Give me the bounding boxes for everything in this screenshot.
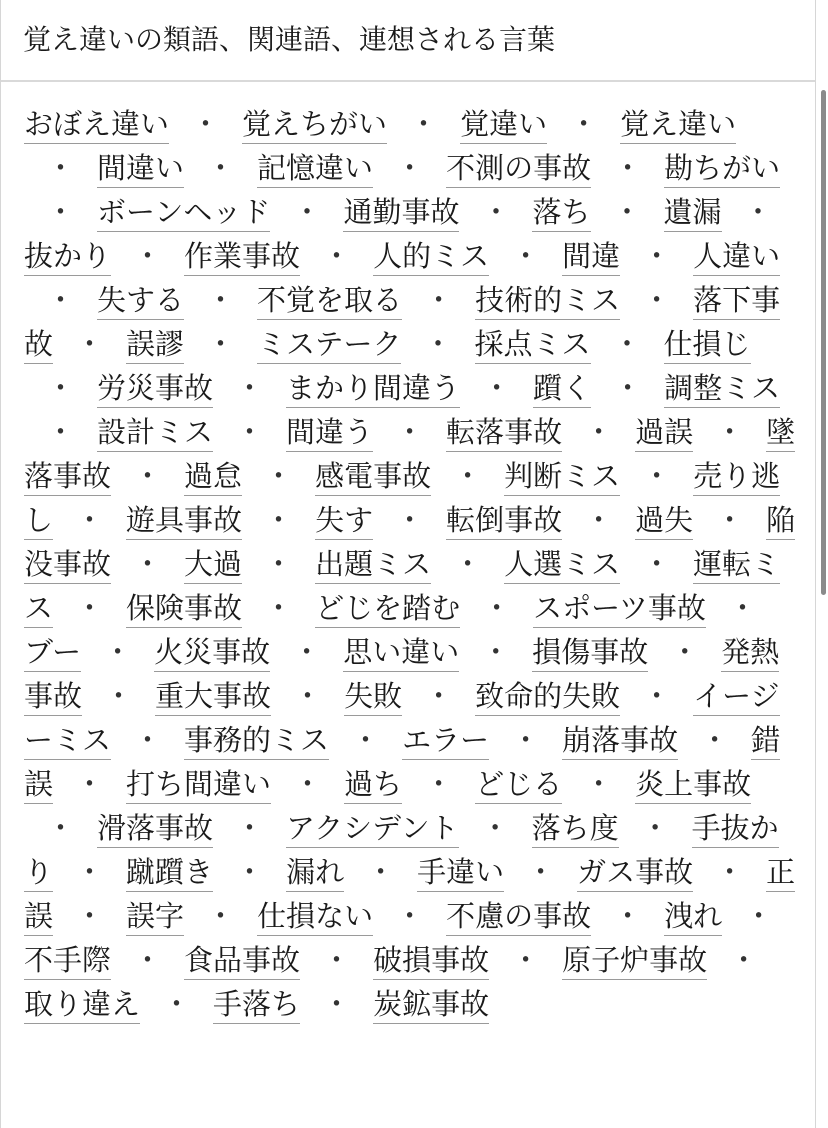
word-separator: ・ (75, 855, 105, 889)
related-word-link[interactable]: イージーミス (24, 679, 780, 760)
related-word-link[interactable]: 重大事故 (155, 679, 271, 716)
word-separator: ・ (322, 943, 352, 977)
word-separator: ・ (727, 591, 757, 625)
related-word-link[interactable]: 出題ミス (315, 547, 431, 584)
related-word-link[interactable]: 設計ミス (97, 415, 213, 452)
word-separator: ・ (743, 195, 773, 229)
word-separator: ・ (511, 239, 541, 273)
related-word-link[interactable]: 原子炉事故 (562, 943, 707, 980)
related-word-link[interactable]: 覚違い (460, 107, 547, 144)
word-separator: ・ (206, 283, 236, 317)
related-word-link[interactable]: 手抜かり (24, 811, 779, 892)
word-separator: ・ (424, 767, 454, 801)
related-word-link[interactable]: 過失 (635, 503, 693, 540)
related-word-link[interactable]: 発熱事故 (24, 635, 779, 716)
related-word-link[interactable]: 落下事故 (24, 283, 780, 364)
related-word-link[interactable]: 勘ちがい (664, 151, 780, 188)
related-word-link[interactable]: 大過 (184, 547, 242, 584)
related-word-link[interactable]: 思い違い (343, 635, 459, 672)
related-word-link[interactable]: 記憶違い (257, 151, 373, 188)
related-word-link[interactable]: 採点ミス (475, 327, 591, 364)
word-separator: ・ (351, 723, 381, 757)
word-separator: ・ (264, 459, 294, 493)
word-separator: ・ (584, 415, 614, 449)
word-separator: ・ (640, 811, 670, 845)
related-word-link[interactable]: おぼえ違い (24, 107, 169, 144)
related-word-link[interactable]: エラー (402, 723, 489, 760)
word-separator: ・ (133, 943, 163, 977)
word-separator: ・ (642, 679, 672, 713)
related-word-link[interactable]: 漏れ (286, 855, 344, 892)
related-word-link[interactable]: 損傷事故 (532, 635, 648, 672)
scrollbar[interactable] (821, 90, 826, 595)
related-word-link[interactable]: 失敗 (344, 679, 402, 716)
related-word-link[interactable]: 保険事故 (126, 591, 242, 628)
word-separator: ・ (642, 459, 672, 493)
word-separator: ・ (612, 195, 642, 229)
related-word-link[interactable]: 通勤事故 (343, 195, 459, 232)
word-separator: ・ (292, 195, 322, 229)
related-word-link[interactable]: 失する (97, 283, 184, 320)
word-separator: ・ (75, 503, 105, 537)
word-separator: ・ (104, 679, 134, 713)
related-word-link[interactable]: 正誤 (24, 855, 795, 936)
related-word-link[interactable]: 仕損じ (664, 327, 751, 364)
page-title: 覚え違いの類語、関連語、連想される言葉 (23, 23, 556, 56)
related-word-link[interactable]: 人違い (693, 239, 780, 276)
related-word-link[interactable]: ボーンヘッド (97, 195, 270, 232)
related-word-link[interactable]: 墜落事故 (24, 415, 795, 496)
related-word-link[interactable]: 労災事故 (97, 371, 213, 408)
word-separator: ・ (481, 635, 511, 669)
word-separator: ・ (75, 899, 105, 933)
related-word-link[interactable]: 蹴躓き (126, 855, 213, 892)
word-separator: ・ (46, 195, 76, 229)
related-word-link[interactable]: 抜かり (24, 239, 111, 276)
related-word-link[interactable]: 不測の事故 (446, 151, 591, 188)
word-separator: ・ (206, 899, 236, 933)
word-separator: ・ (103, 635, 133, 669)
word-separator: ・ (75, 327, 105, 361)
related-word-link[interactable]: 作業事故 (184, 239, 300, 276)
related-word-link[interactable]: 遺漏 (664, 195, 722, 232)
related-word-link[interactable]: 誤謬 (126, 327, 184, 364)
word-separator: ・ (511, 723, 541, 757)
word-separator: ・ (715, 415, 745, 449)
related-word-link[interactable]: 落ち (532, 195, 590, 232)
related-word-link[interactable]: 覚え違い (620, 107, 736, 144)
related-word-link[interactable]: どじる (475, 767, 562, 804)
word-separator: ・ (481, 195, 511, 229)
word-separator: ・ (46, 283, 76, 317)
related-word-link[interactable]: 落ち度 (532, 811, 619, 848)
related-word-link[interactable]: 火災事故 (154, 635, 270, 672)
word-separator: ・ (729, 943, 759, 977)
word-separator: ・ (235, 415, 265, 449)
related-word-link[interactable]: 売り逃し (24, 459, 780, 540)
word-separator: ・ (75, 767, 105, 801)
related-word-link[interactable]: 調整ミス (664, 371, 780, 408)
word-separator: ・ (235, 855, 265, 889)
word-separator: ・ (395, 415, 425, 449)
word-separator: ・ (264, 591, 294, 625)
related-word-link[interactable]: 打ち間違い (126, 767, 271, 804)
word-separator: ・ (133, 547, 163, 581)
related-word-link[interactable]: 人的ミス (373, 239, 489, 276)
word-separator: ・ (46, 811, 76, 845)
related-word-link[interactable]: 運転ミス (24, 547, 780, 628)
word-separator: ・ (526, 855, 556, 889)
related-word-link[interactable]: ミステーク (257, 327, 401, 364)
word-separator: ・ (424, 283, 454, 317)
related-word-link[interactable]: 技術的ミス (475, 283, 620, 320)
related-word-link[interactable]: 間違 (562, 239, 620, 276)
word-separator: ・ (133, 459, 163, 493)
word-separator: ・ (235, 811, 265, 845)
word-separator: ・ (584, 767, 614, 801)
related-word-link[interactable]: アクシデント (286, 811, 459, 848)
related-word-link[interactable]: スポーツ事故 (533, 591, 706, 628)
related-word-link[interactable]: 過ち (344, 767, 402, 804)
related-word-link[interactable]: 不覚を取る (257, 283, 402, 320)
related-word-link[interactable]: 転倒事故 (446, 503, 562, 540)
word-separator: ・ (322, 987, 352, 1021)
word-separator: ・ (46, 371, 76, 405)
related-word-link[interactable]: 躓く (533, 371, 591, 408)
related-word-link[interactable]: 手違い (417, 855, 504, 892)
word-separator: ・ (511, 943, 541, 977)
word-separator: ・ (423, 327, 453, 361)
word-separator: ・ (613, 899, 643, 933)
word-separator: ・ (293, 767, 323, 801)
word-separator: ・ (264, 547, 294, 581)
related-word-link[interactable]: 過怠 (184, 459, 242, 496)
related-word-link[interactable]: 炭鉱事故 (373, 987, 489, 1024)
related-word-link[interactable]: 判断ミス (504, 459, 620, 496)
word-separator: ・ (292, 635, 322, 669)
word-separator: ・ (642, 239, 672, 273)
word-separator: ・ (453, 459, 483, 493)
word-separator: ・ (715, 503, 745, 537)
word-separator: ・ (46, 415, 76, 449)
related-word-link[interactable]: 過誤 (635, 415, 693, 452)
word-separator: ・ (162, 987, 192, 1021)
word-separator: ・ (235, 371, 265, 405)
word-separator: ・ (206, 327, 236, 361)
related-word-link[interactable]: 失す (315, 503, 373, 540)
related-word-link[interactable]: 食品事故 (184, 943, 300, 980)
related-word-link[interactable]: 間違う (286, 415, 373, 452)
word-separator: ・ (264, 503, 294, 537)
word-separator: ・ (409, 107, 439, 141)
word-separator: ・ (453, 547, 483, 581)
word-separator: ・ (395, 151, 425, 185)
related-word-link[interactable]: 不手際 (24, 943, 111, 980)
word-separator: ・ (569, 107, 599, 141)
related-word-link[interactable]: 滑落事故 (97, 811, 213, 848)
word-separator: ・ (744, 899, 774, 933)
word-separator: ・ (424, 679, 454, 713)
word-separator: ・ (642, 283, 672, 317)
related-word-link[interactable]: 破損事故 (373, 943, 489, 980)
word-separator: ・ (395, 503, 425, 537)
related-word-link[interactable]: 間違い (97, 151, 184, 188)
related-word-link[interactable]: 炎上事故 (635, 767, 751, 804)
word-separator: ・ (191, 107, 221, 141)
related-word-link[interactable]: ブー (24, 635, 81, 672)
related-word-link[interactable]: 誤字 (126, 899, 184, 936)
word-separator: ・ (612, 327, 642, 361)
related-word-link[interactable]: 人選ミス (504, 547, 620, 584)
related-word-link[interactable]: 手落ち (213, 987, 300, 1024)
related-word-link[interactable]: 遊具事故 (126, 503, 242, 540)
related-word-link[interactable]: 転落事故 (446, 415, 562, 452)
related-word-link[interactable]: 事務的ミス (184, 723, 329, 760)
word-separator: ・ (642, 547, 672, 581)
word-separator: ・ (293, 679, 323, 713)
word-separator: ・ (480, 811, 510, 845)
word-separator: ・ (322, 239, 352, 273)
related-word-link[interactable]: まかり間違う (286, 371, 460, 408)
related-word-link[interactable]: 感電事故 (315, 459, 431, 496)
related-word-link[interactable]: ガス事故 (577, 855, 693, 892)
word-separator: ・ (46, 151, 76, 185)
word-list (1, 82, 815, 1026)
word-separator: ・ (133, 239, 163, 273)
word-separator: ・ (584, 503, 614, 537)
related-word-link[interactable]: 洩れ (664, 899, 722, 936)
related-word-link[interactable]: 陥没事故 (24, 503, 795, 584)
word-separator: ・ (395, 899, 425, 933)
related-word-link[interactable]: 覚えちがい (242, 107, 387, 144)
related-word-link[interactable]: 取り違え (24, 987, 140, 1024)
section-header (1, 0, 815, 82)
related-word-link[interactable]: 不慮の事故 (446, 899, 591, 936)
word-separator: ・ (366, 855, 396, 889)
word-separator: ・ (715, 855, 745, 889)
word-separator: ・ (700, 723, 730, 757)
word-separator: ・ (206, 151, 236, 185)
related-word-link[interactable]: どじを踏む (315, 591, 460, 628)
word-separator: ・ (670, 635, 700, 669)
word-separator: ・ (613, 371, 643, 405)
related-word-link[interactable]: 錯誤 (24, 723, 780, 804)
word-separator: ・ (482, 591, 512, 625)
word-separator: ・ (75, 591, 105, 625)
word-separator: ・ (482, 371, 512, 405)
word-separator: ・ (613, 151, 643, 185)
related-word-link[interactable]: 崩落事故 (562, 723, 678, 760)
related-word-link[interactable]: 致命的失敗 (475, 679, 620, 716)
word-separator: ・ (133, 723, 163, 757)
related-word-link[interactable]: 仕損ない (257, 899, 373, 936)
